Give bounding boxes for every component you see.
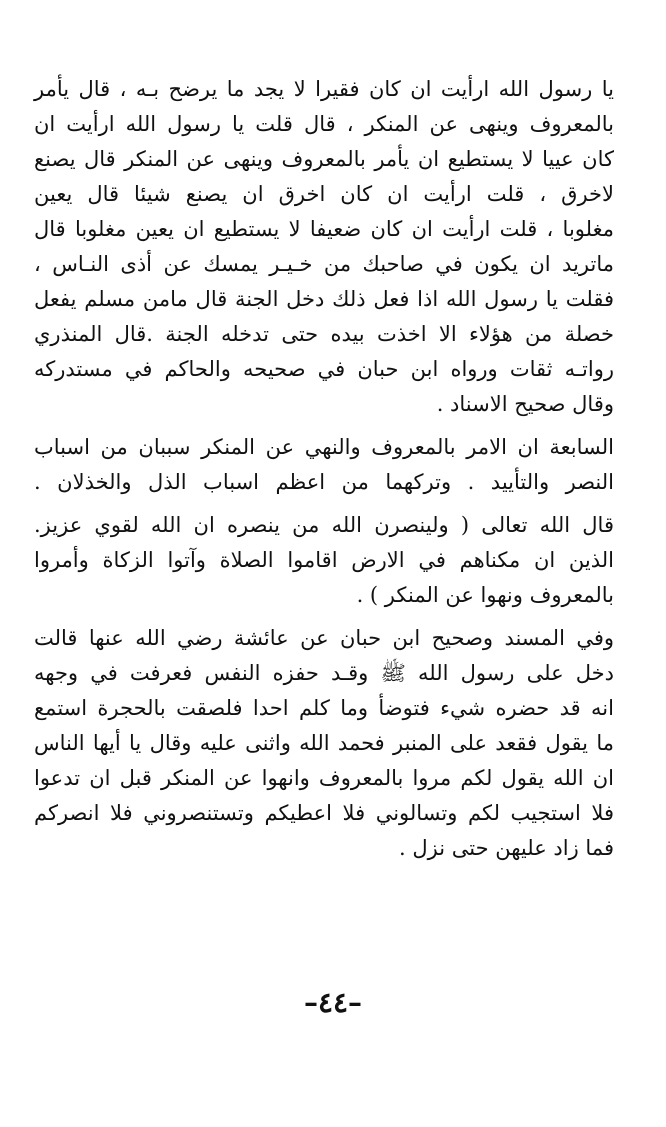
text-line: ما يقول فقعد على المنبر فحمد الله واثنى عليه وقال يا أيها الناس xyxy=(34,731,614,755)
text-line: كان عييا لا يستطيع ان يأمر بالمعروف وينهى عن المنكر قال يصنع xyxy=(34,147,614,171)
paragraph-4 xyxy=(34,621,614,866)
text-line: الذين ان مكناهم في الارض اقاموا الصلاة وآتوا الزكاة وأمروا xyxy=(34,548,614,572)
paragraph-2 xyxy=(34,430,614,500)
text-line: مغلوبا ، قلت ارأيت ان كان ضعيفا لا يستطيع ان يعين مغلوبا قال xyxy=(34,217,614,241)
page-body xyxy=(34,72,614,866)
paragraph-gap xyxy=(34,500,614,508)
text-line: بالمعروف ونهوا عن المنكر ) . xyxy=(356,583,614,607)
text-line: يا رسول الله ارأيت ان كان فقيرا لا يجد ما يرضح بـه ، قال يأمر xyxy=(34,77,614,101)
text-line: دخل على رسول الله ﷺ وقـد حفزه النفس فعرفت في وجهه xyxy=(34,661,614,685)
text-line: وقال صحيح الاسناد . xyxy=(436,392,614,416)
text-line: النصر والتأييد . وتركهما من اعظم اسباب الذل والخذلان . xyxy=(34,470,614,494)
text-line: بالمعروف وينهى عن المنكر ، قال قلت يا رسول الله ارأيت ان xyxy=(34,112,614,136)
page-number: –٤٤– xyxy=(303,986,363,1019)
paragraph-3 xyxy=(34,508,614,613)
text-line: رواتـه ثقات ورواه ابن حبان في صحيحه والحاكم في مستدركه xyxy=(34,357,614,381)
text-line: فقلت يا رسول الله اذا فعل ذلك دخل الجنة قال مامن مسلم يفعل xyxy=(34,287,614,311)
text-line: فما زاد عليهن حتى نزل . xyxy=(399,836,614,860)
paragraph-1 xyxy=(34,72,614,422)
text-line: خصلة من هؤلاء الا اخذت بيده حتى تدخله الجنة .قال المنذري xyxy=(34,322,614,346)
text-line: وفي المسند وصحيح ابن حبان عن عائشة رضي الله عنها قالت xyxy=(34,626,614,650)
text-line: ماتريد ان يكون في صاحبك من خـيـر يمسك عن أذى النـاس ، xyxy=(34,252,614,276)
text-line: قال الله تعالى ( ولينصرن الله من ينصره ان الله لقوي عزيز. xyxy=(34,513,614,537)
paragraph-gap xyxy=(34,613,614,621)
text-line: انه قد حضره شيء فتوضأ وما كلم احدا فلصقت بالحجرة استمع xyxy=(34,696,614,720)
text-line: السابعة ان الامر بالمعروف والنهي عن المنكر سببان من اسباب xyxy=(34,435,614,459)
text-line: ان الله يقول لكم مروا بالمعروف وانهوا عن المنكر قبل ان تدعوا xyxy=(34,766,614,790)
text-line: لاخرق ، قلت ارأيت ان كان اخرق ان يصنع شيئا قال يعين xyxy=(34,182,614,206)
paragraph-gap xyxy=(34,422,614,430)
text-line: فلا استجيب لكم وتسالوني فلا اعطيكم وتستنصروني فلا انصركم xyxy=(34,801,614,825)
